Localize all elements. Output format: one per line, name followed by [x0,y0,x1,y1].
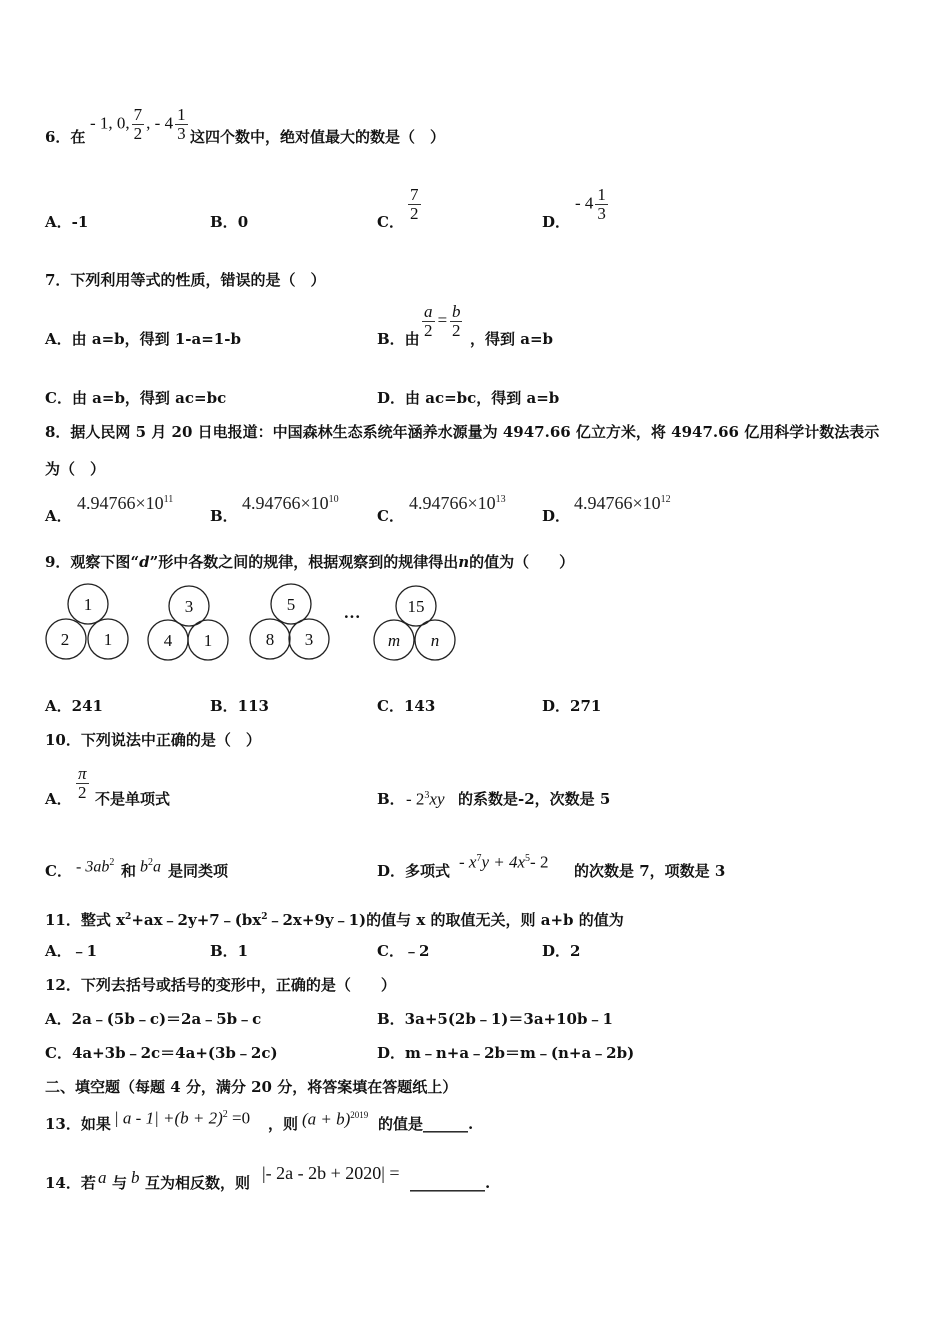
frac-den: 2 [410,204,419,223]
coef: - 2 [406,789,425,809]
q6-option-b[interactable] [210,212,248,232]
q8-option-b[interactable]: B． [210,507,238,525]
fig3-left-number: 8 [265,630,275,649]
q9-figure [40,582,470,664]
term: y + 4x [481,852,526,872]
fig2-left-number: 4 [163,631,173,650]
q10-option-c[interactable]: C． [45,862,72,880]
fig2-top-number: 3 [184,597,194,616]
q11-option-c[interactable]: C．﹣2 [377,942,430,960]
q7-option-b[interactable]: B．由 [377,330,420,348]
option-label: B． [210,213,238,231]
q10-option-a-fraction [74,765,91,802]
q12-option-d[interactable]: D．m﹣n+a﹣2b＝m﹣(n+a﹣2b) [377,1044,635,1062]
sci-base: 4.94766×10 [574,493,661,513]
fig1-right-number: 1 [103,630,113,649]
q8-option-d[interactable]: D． [542,507,571,525]
q10-option-b-text: 的系数是-2，次数是 5 [458,790,611,808]
whole-part: - 4 [575,193,594,213]
exponent: 2 [148,857,153,868]
q14-var-a: a [98,1168,107,1187]
q6-frac1-den: 2 [133,124,143,143]
q10-option-c-expr2 [140,853,161,877]
q10-option-d-expr [459,849,548,873]
q9-option-c[interactable]: C．143 [377,697,436,715]
q13-stem-mid: ，则 [268,1115,299,1133]
q8-stem-line1: 8．据人民网 5 月 20 日电报道：中国森林生态系统年涵养水源量为 4947.66 亿立方米，将 4947.66 亿用科学计数法表示 [45,423,880,441]
term: - x [459,852,477,872]
term: - 3ab [76,858,110,876]
q8-option-c[interactable]: C． [377,507,404,525]
equals-sign: = [436,310,448,330]
q6-frac2-num: 1 [177,105,186,124]
q6-option-c-label[interactable]: C． [377,213,404,231]
exponent: 2 [125,912,132,922]
exponent: 2019 [350,1110,369,1120]
q9-stem [45,552,574,572]
q11-option-a[interactable]: A．﹣1 [45,942,98,960]
fig3-top-number: 5 [286,595,296,614]
exponent: 3 [424,790,430,801]
q6-option-c-fraction [406,186,423,223]
q12-option-b[interactable]: B．3a+5(2b﹣1)＝3a+10b﹣1 [377,1010,613,1028]
term: - 2 [530,852,549,872]
stem-part: ﹣2x+9y﹣1)的值与 x 的取值无关，则 a+b 的值为 [267,911,624,929]
q6-expr-prefix: - 1, 0, [90,113,130,133]
q14-stem-mid: 互为相反数，则 [145,1174,251,1192]
expr: (a + b) [302,1109,351,1129]
q13-stem-pre: 13．如果 [45,1115,111,1133]
expr: | a - 1| +(b + 2) [114,1108,223,1128]
q7-option-b-expr [420,303,464,340]
fig4-right-var: n [430,631,440,650]
sci-exponent: 12 [660,494,671,505]
q14-var-b: b [131,1168,140,1187]
q10-option-d[interactable]: D．多项式 [377,862,451,880]
stem-var-n: n [458,553,470,571]
q12-option-c[interactable]: C．4a+3b﹣2c＝4a+(3b﹣2c) [45,1044,278,1062]
option-label: A． [45,213,72,231]
conjunction: 和 [121,862,137,880]
frac-den: 3 [597,204,606,223]
frac-den: 2 [424,321,433,340]
q6-stem-tail: 这四个数中，绝对值最大的数是（ ） [190,128,446,146]
stem-part: 的值为（ ） [469,553,575,571]
fig1-top-number: 1 [83,595,93,614]
q14-expression: |- 2a - 2b + 2020| = [262,1163,400,1183]
q11-stem [45,907,624,930]
q9-option-b[interactable]: B．113 [210,697,269,715]
q6-frac2-den: 3 [177,124,186,143]
q10-option-a-text: 不是单项式 [95,790,171,808]
exponent: 2 [261,912,268,922]
option-text: -1 [71,213,89,231]
q8-option-b-value [242,493,339,514]
exponent: 2 [222,1109,228,1120]
stem-part: 9．观察下图“ [45,553,140,571]
expr: =0 [227,1108,251,1128]
q7-stem: 7．下列利用等式的性质，错误的是（ ） [45,271,326,289]
q10-option-a[interactable]: A． [45,790,72,808]
term-tail: a [153,858,161,876]
exponent: 2 [109,857,115,868]
q8-option-a-value [77,493,173,514]
q6-option-a[interactable] [45,212,88,232]
q7-option-d[interactable]: D．由 ac=bc，得到 a=b [377,389,560,407]
q14-stem-pre: 14．若 [45,1174,96,1192]
sci-exponent: 11 [163,494,174,505]
q6-expression [90,106,190,143]
q10-stem: 10．下列说法中正确的是（ ） [45,731,261,749]
sci-base: 4.94766×10 [409,493,496,513]
frac-num: b [451,302,461,321]
section-heading: 二、填空题（每题 4 分，满分 20 分，将答案填在答题纸上） [45,1078,458,1096]
q10-option-c-text: 是同类项 [168,862,229,880]
q8-option-a[interactable]: A． [45,507,72,525]
sci-base: 4.94766×10 [77,493,164,513]
q6-number: 6．在 [45,128,86,146]
q8-option-d-value [574,493,671,514]
q12-option-a[interactable]: A．2a﹣(5b﹣c)＝2a﹣5b﹣c [45,1010,262,1028]
q12-stem: 12．下列去括号或括号的变形中，正确的是（ ） [45,976,396,994]
q7-option-a[interactable]: A．由 a=b，得到 1-a=1-b [45,330,241,348]
fig1-left-number: 2 [60,630,70,649]
exponent: 7 [476,853,482,864]
fig2-right-number: 1 [203,631,213,650]
frac-num: a [424,302,433,321]
q6-frac1-num: 7 [133,105,143,124]
q8-option-c-value [409,493,506,514]
sci-exponent: 10 [328,494,339,505]
stem-var-d: d [139,553,150,571]
q11-option-b[interactable]: B．1 [210,942,249,960]
frac-num: 7 [410,185,419,204]
q14-answer-blank[interactable]: __________. [410,1174,491,1192]
ellipsis-dots: ··· [343,607,361,626]
q8-stem-line2: 为（ ） [45,460,106,478]
frac-den: 2 [78,783,87,802]
frac-den: 2 [451,321,461,340]
stem-part: 11．整式 x [45,911,126,929]
q10-option-b[interactable]: B． [377,790,405,808]
q10-option-c-expr1 [76,853,114,877]
q6-expr-mid: , - 4 [146,113,174,133]
option-text: 0 [237,213,249,231]
q9-option-a[interactable]: A．241 [45,697,103,715]
q11-option-d[interactable]: D．2 [542,942,581,960]
sci-base: 4.94766×10 [242,493,329,513]
fig3-right-number: 3 [304,630,314,649]
q7-option-b-tail: ，得到 a=b [470,330,553,348]
sci-exponent: 13 [495,494,506,505]
stem-part: ”形中各数之间的规律，根据观察到的规律得出 [149,553,459,571]
q6-option-d-expr [575,186,610,223]
q13-expr2 [302,1105,368,1130]
stem-part: +ax﹣2y+7﹣(bx [131,911,262,929]
frac-num: 1 [597,185,606,204]
exponent: 5 [525,853,531,864]
q10-option-d-text: 的次数是 7，项数是 3 [574,862,726,880]
frac-num: π [78,764,87,783]
q6-option-d-label[interactable]: D． [542,213,571,231]
q13-answer-blank[interactable]: 的值是______. [378,1115,474,1133]
q10-option-b-expr [406,786,445,810]
q13-expr1 [114,1105,250,1129]
q9-option-d[interactable]: D．271 [542,697,602,715]
fig4-left-var: m [387,631,401,650]
q7-option-c[interactable]: C．由 a=b，得到 ac=bc [45,389,227,407]
term: b [140,858,148,876]
q14-conjunction: 与 [112,1174,128,1192]
variables: xy [429,789,445,809]
q6-stem [45,127,85,147]
fig4-top-number: 15 [407,597,425,616]
